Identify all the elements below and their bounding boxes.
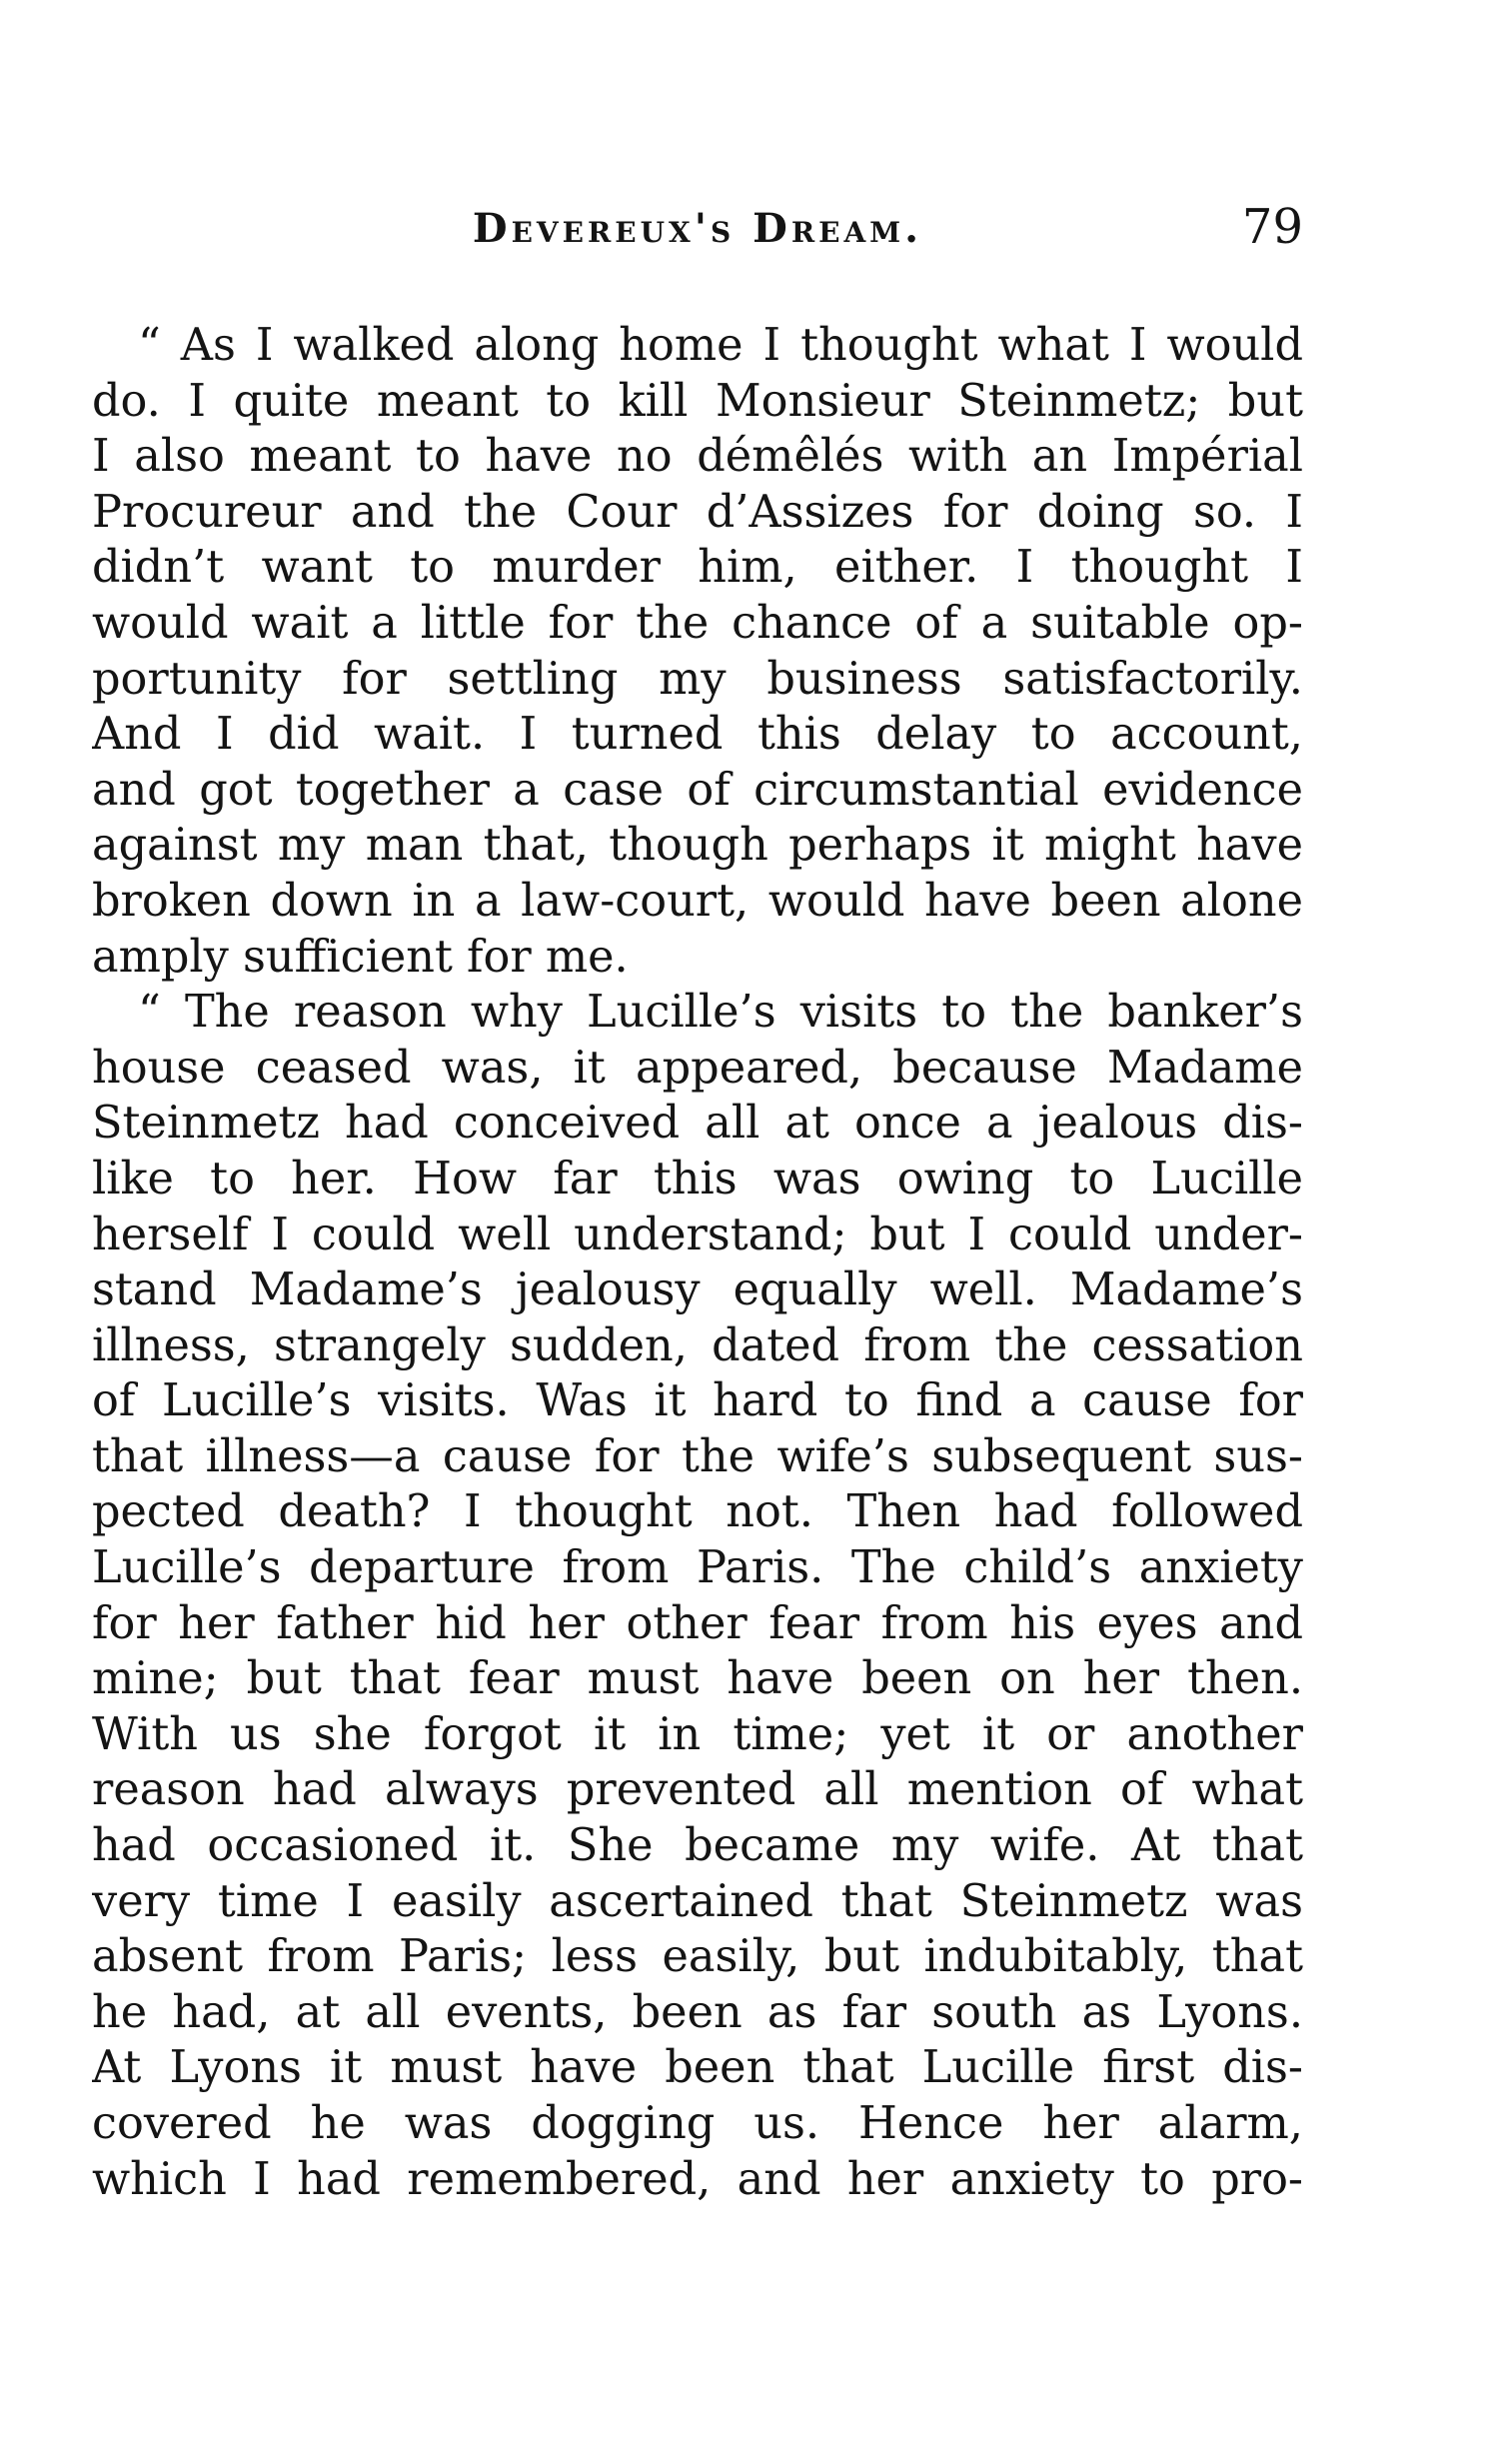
text-line: “ As I walked along home I thought what I would [138, 319, 1303, 371]
text-line: covered he was dogging us. Hence her alarm, [92, 2097, 1303, 2149]
text-line: With us she forgot it in time; yet it or another [92, 1707, 1303, 1760]
text-line: “ The reason why Lucille’s visits to the banker’s [138, 986, 1303, 1039]
text-line: portunity for settling my business satisfactorily. [92, 652, 1303, 705]
text-line: I also meant to have no démêlés with an Impérial [92, 430, 1303, 483]
body-text [92, 318, 1303, 2207]
text-line: Procureur and the Cour d’Assizes for doing so. I [92, 485, 1303, 538]
text-line: do. I quite meant to kill Monsieur Steinmetz; but [92, 374, 1303, 427]
text-line: of Lucille’s visits. Was it hard to find a cause for [92, 1374, 1303, 1427]
text-line: didn’t want to murder him, either. I thought I [92, 541, 1303, 594]
running-title: Devereux's Dream. [472, 205, 923, 252]
text-line: Steinmetz had conceived all at once a jealous dis- [92, 1097, 1303, 1150]
text-line: mine; but that fear must have been on her then. [92, 1652, 1303, 1705]
text-line: Lucille’s departure from Paris. The child’s anxiety [92, 1541, 1303, 1594]
running-head [92, 199, 1303, 275]
text-line: he had, at all events, been as far south as Lyons. [92, 1985, 1303, 2038]
page-number: 79 [1241, 199, 1303, 255]
text-line: had occasioned it. She became my wife. At that [92, 1819, 1303, 1872]
text-line: herself I could well understand; but I could under- [92, 1208, 1303, 1260]
text-line: amply sufficient for me. [92, 930, 629, 983]
text-line: which I had remembered, and her anxiety to pro- [92, 2152, 1303, 2205]
text-line: that illness—a cause for the wife’s subsequent sus- [92, 1429, 1303, 1482]
text-line: against my man that, though perhaps it might have [92, 819, 1303, 872]
text-line: would wait a little for the chance of a suitable op- [92, 596, 1303, 649]
text-line: like to her. How far this was owing to Lucille [92, 1152, 1303, 1205]
text-line: broken down in a law-court, would have been alone [92, 874, 1303, 927]
text-line: illness, strangely sudden, dated from the cessation [92, 1318, 1303, 1371]
text-line: And I did wait. I turned this delay to account, [92, 708, 1303, 761]
text-line: reason had always prevented all mention of what [92, 1763, 1303, 1816]
text-line: stand Madame’s jealousy equally well. Madame’s [92, 1263, 1303, 1316]
text-line: house ceased was, it appeared, because Madame [92, 1041, 1303, 1094]
text-line: At Lyons it must have been that Lucille first dis- [92, 2041, 1303, 2094]
text-line: absent from Paris; less easily, but indubitably, that [92, 1930, 1303, 1983]
text-line: and got together a case of circumstantial evidence [92, 763, 1303, 816]
text-line: very time I easily ascertained that Steinmetz was [92, 1874, 1303, 1927]
text-line: for her father hid her other fear from his eyes and [92, 1596, 1303, 1649]
text-line: pected death? I thought not. Then had followed [92, 1485, 1303, 1538]
